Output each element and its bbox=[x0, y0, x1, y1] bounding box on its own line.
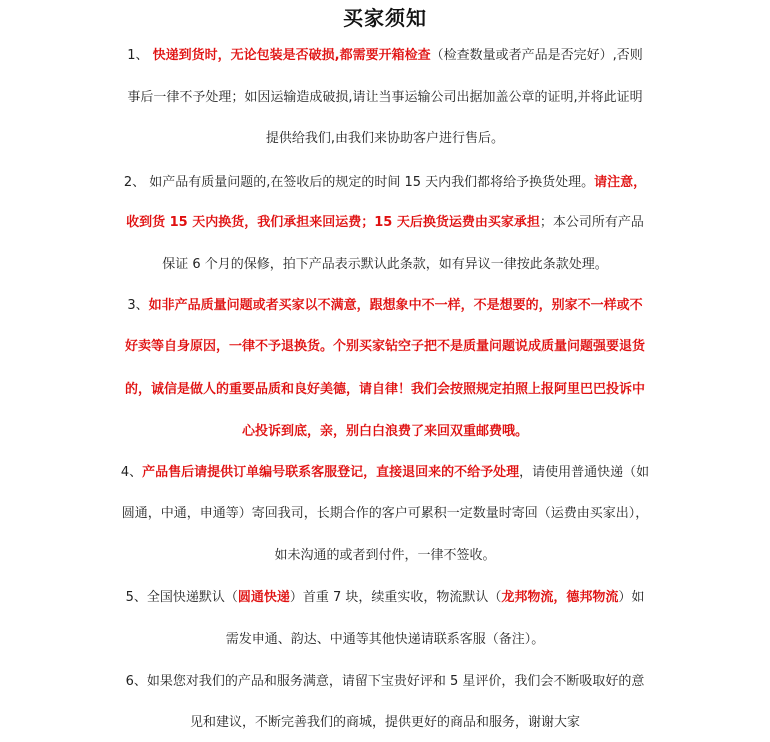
body-text: 5、全国快递默认（ bbox=[125, 590, 238, 605]
highlighted-text: 快递到货时，无论包装是否破损,都需要开箱检查 bbox=[152, 48, 431, 63]
highlighted-text: 产品售后请提供订单编号联系客服登记，直接退回来的不给予处理 bbox=[142, 465, 520, 480]
notice-section-4-line bbox=[0, 505, 770, 523]
body-text: 见和建议，不断完善我们的商城，提供更好的商品和服务，谢谢大家 bbox=[189, 715, 580, 730]
highlighted-text: 如非产品质量问题或者买家以不满意，跟想象中不一样，不是想要的，别家不一样或不 bbox=[148, 298, 643, 313]
notice-section-4-line bbox=[0, 547, 770, 565]
body-text: 2、 如产品有质量问题的,在签收后的规定的时间 15 天内我们都将给予换货处理。 bbox=[123, 175, 595, 190]
body-text: （检查数量或者产品是否完好）,否则 bbox=[430, 48, 643, 63]
body-text: 4、 bbox=[120, 465, 143, 480]
notice-section-2-line bbox=[0, 214, 770, 232]
notice-section-5-line bbox=[0, 631, 770, 649]
body-text: ）如 bbox=[618, 590, 645, 605]
notice-section-3-line bbox=[0, 423, 770, 441]
notice-section-6-line bbox=[0, 673, 770, 691]
body-text: 1、 bbox=[127, 48, 153, 63]
highlighted-text: 请注意， bbox=[594, 175, 647, 190]
body-text: 保证 6 个月的保修，拍下产品表示默认此条款，如有异议一律按此条款处理。 bbox=[162, 257, 608, 272]
page-title: 买家须知 bbox=[343, 6, 427, 30]
highlighted-text: 好卖等自身原因，一律不予退换货。个别买家钻空子把不是质量问题说成质量问题强要退货 bbox=[124, 339, 645, 354]
notice-section-6-line bbox=[0, 714, 770, 732]
body-text: 圆通，中通，申通等）寄回我司，长期合作的客户可累积一定数量时寄回（运费由买家出）， bbox=[121, 506, 649, 521]
body-text: 3、 bbox=[127, 298, 149, 313]
body-text: 需发申通、韵达、中通等其他快递请联系客服（备注）。 bbox=[225, 632, 545, 647]
body-text: 6、如果您对我们的产品和服务满意，请留下宝贵好评和 5 星评价，我们会不断吸取好的意 bbox=[125, 674, 645, 689]
body-text: 如未沟通的或者到付件，一律不签收。 bbox=[274, 548, 496, 563]
notice-section-1-line bbox=[0, 89, 770, 107]
notice-section-3-line bbox=[0, 297, 770, 315]
notice-section-2-line bbox=[0, 174, 770, 192]
highlighted-text: 收到货 15 天内换货，我们承担来回运费；15 天后换货运费由买家承担 bbox=[126, 215, 540, 230]
body-text: ，请使用普通快递（如 bbox=[519, 465, 650, 480]
notice-section-1-line bbox=[0, 130, 770, 148]
notice-section-5-line bbox=[0, 589, 770, 607]
body-text: ；本公司所有产品 bbox=[539, 215, 644, 230]
notice-section-3-line bbox=[0, 381, 770, 399]
notice-section-3-line bbox=[0, 338, 770, 356]
highlighted-text: 的，诚信是做人的重要品质和良好美德，请自律！我们会按照规定拍照上报阿里巴巴投诉中 bbox=[124, 382, 645, 397]
body-text: 提供给我们,由我们来协助客户进行售后。 bbox=[265, 131, 505, 146]
highlighted-text: 龙邦物流，德邦物流 bbox=[501, 590, 619, 605]
highlighted-text: 圆通快递 bbox=[237, 590, 290, 605]
highlighted-text: 心投诉到底，亲，别白白浪费了来回双重邮费哦。 bbox=[241, 424, 528, 439]
notice-section-4-line bbox=[0, 464, 770, 482]
body-text: ）首重 7 块，续重实收，物流默认（ bbox=[289, 590, 502, 605]
body-text: 事后一律不予处理；如因运输造成破损,请让当事运输公司出据加盖公章的证明,并将此证明 bbox=[127, 90, 643, 105]
notice-section-2-line bbox=[0, 256, 770, 274]
notice-section-1-line bbox=[0, 47, 770, 65]
